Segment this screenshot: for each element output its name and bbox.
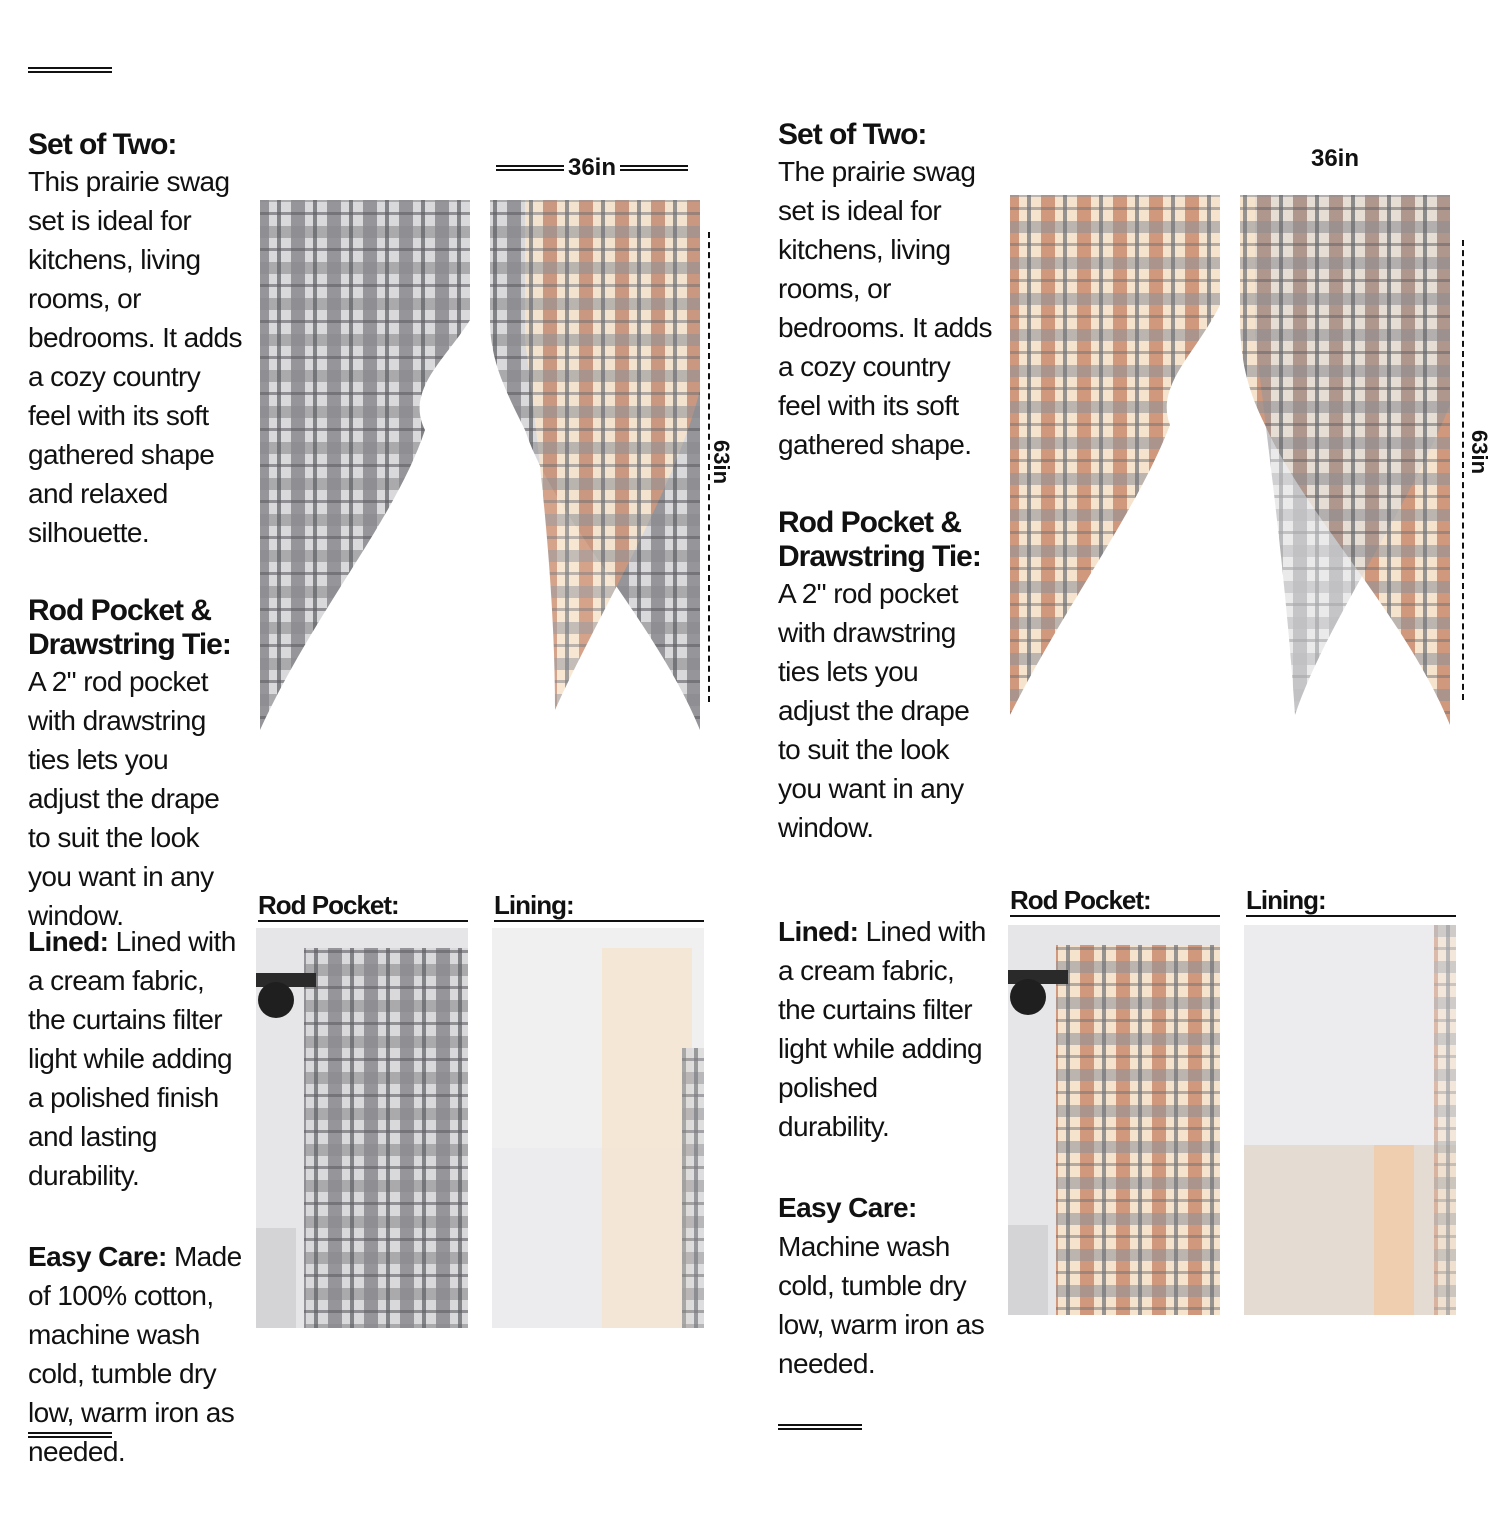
right-rod-heading: Rod Pocket & Drawstring Tie: <box>778 506 981 573</box>
top-rule-left <box>28 67 112 73</box>
left-swag-curtain-icon <box>255 190 705 740</box>
right-care-heading: Easy Care: <box>778 1192 917 1223</box>
left-rod-heading: Rod Pocket & Drawstring Tie: <box>28 594 231 661</box>
left-care-heading: Easy Care: <box>28 1241 167 1272</box>
right-width-label: 36in <box>1310 145 1360 172</box>
left-rod-pocket-line <box>258 920 468 922</box>
right-width-dimension <box>1295 145 1375 181</box>
right-lower-text <box>778 912 993 1425</box>
left-lining-line <box>494 920 704 922</box>
right-set-heading: Set of Two: <box>778 118 927 151</box>
curtain-rod-bracket-icon <box>258 982 294 1018</box>
left-care-text: Made of 100% cotton, machine wash cold, tumble dry low, warm iron as needed. <box>28 1241 242 1467</box>
left-rod-pocket-photo <box>256 928 468 1328</box>
right-length-label: 63in <box>1467 430 1492 475</box>
right-set-text: The prairie swag set is ideal for kitchens, living rooms, or bedrooms. It adds a cozy country feel with its soft gathered shape. <box>778 156 992 460</box>
right-rod-pocket-photo <box>1008 925 1220 1315</box>
left-set-text: This prairie swag set is ideal for kitchens, living rooms, or bedrooms. It adds a cozy country feel with its soft gathered shape and relaxed silhouette. <box>28 166 242 548</box>
left-lined-text: Lined with a cream fabric, the curtains filter light while adding a polished finish and lasting durability. <box>28 926 236 1191</box>
left-rod-pocket-label: Rod Pocket: <box>258 890 399 920</box>
right-lined-text: Lined with a cream fabric, the curtains filter light while adding polished durability. <box>778 916 986 1142</box>
right-swag-curtain-icon <box>1005 185 1455 735</box>
curtain-rod-bracket-icon-2 <box>1010 979 1046 1015</box>
right-rod-pocket-label: Rod Pocket: <box>1010 885 1151 915</box>
right-rod-text: A 2" rod pocket with drawstring ties lets you adjust the drape to suit the look you want in any window. <box>778 578 970 843</box>
right-lined-heading: Lined: <box>778 916 859 947</box>
right-lining-label: Lining: <box>1246 885 1326 915</box>
right-text-column <box>778 118 993 889</box>
left-lower-text <box>28 922 243 1513</box>
left-width-label: 36in <box>567 154 617 181</box>
left-rod-text: A 2" rod pocket with drawstring ties lets you adjust the drape to suit the look you want in any window. <box>28 666 220 931</box>
left-text-column <box>28 128 243 977</box>
left-width-dimension <box>496 150 688 186</box>
right-rod-pocket-line <box>1010 915 1220 917</box>
left-length-label: 63in <box>709 440 734 485</box>
left-set-heading: Set of Two: <box>28 128 177 161</box>
left-lining-photo <box>492 928 704 1328</box>
right-care-text: Machine wash cold, tumble dry low, warm iron as needed. <box>778 1231 985 1379</box>
left-lining-label: Lining: <box>494 890 574 920</box>
right-lining-photo <box>1244 925 1456 1315</box>
right-lining-line <box>1246 915 1456 917</box>
left-lined-heading: Lined: <box>28 926 109 957</box>
